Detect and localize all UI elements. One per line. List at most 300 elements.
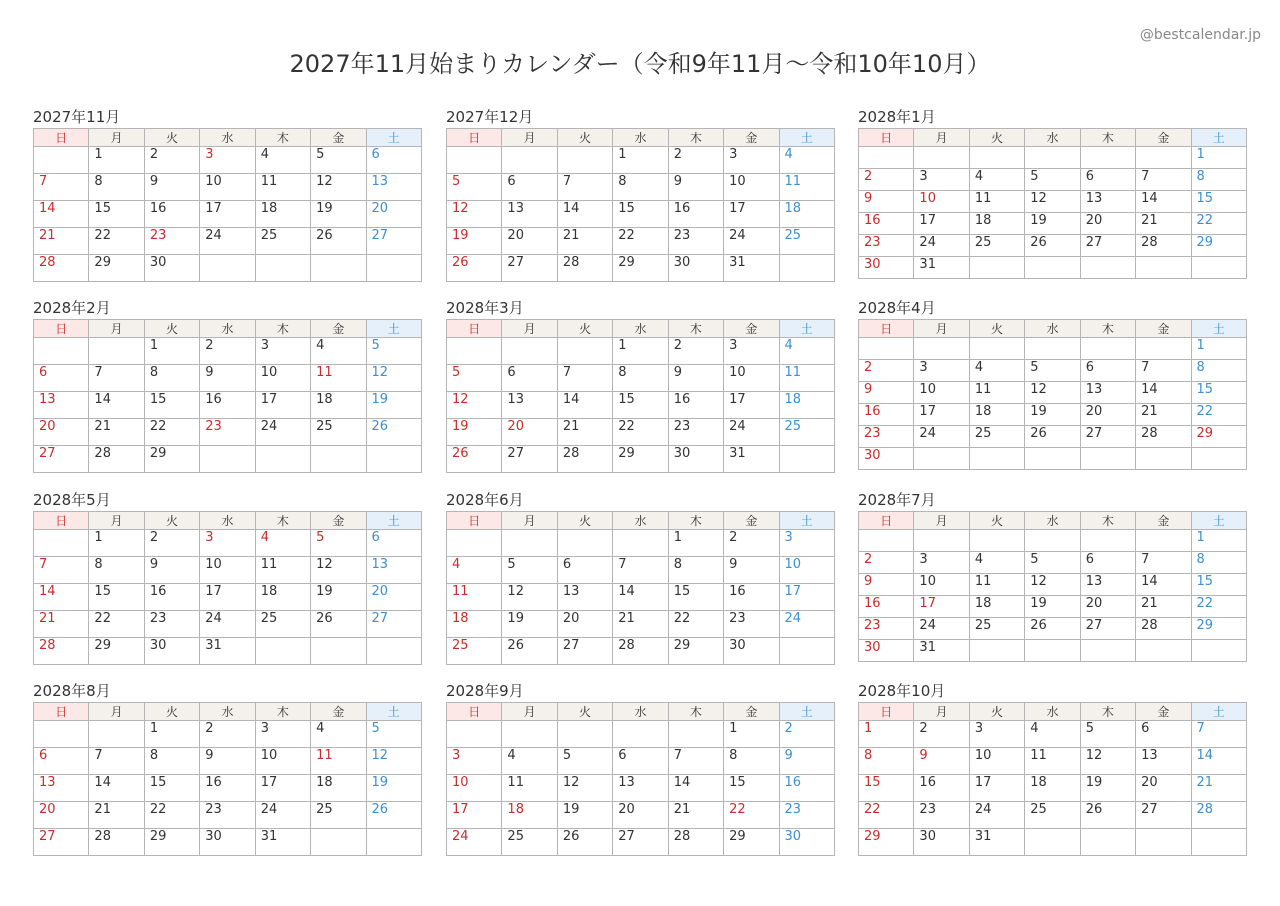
day-cell: 7 [1136, 360, 1191, 382]
day-cell: 27 [1080, 235, 1135, 257]
weekday-header: 水 [613, 512, 668, 530]
day-cell: 31 [200, 638, 255, 665]
empty-cell [1025, 829, 1080, 856]
day-cell: 24 [724, 228, 779, 255]
month-calendar [33, 489, 422, 665]
day-cell: 1 [613, 147, 668, 174]
weekday-header: 月 [89, 703, 144, 721]
day-cell: 16 [200, 392, 255, 419]
day-cell: 18 [969, 404, 1024, 426]
day-cell: 6 [613, 748, 668, 775]
day-cell: 5 [1080, 721, 1135, 748]
day-cell: 10 [914, 574, 969, 596]
day-cell: 24 [914, 426, 969, 448]
empty-cell [1025, 147, 1080, 169]
day-cell: 19 [557, 802, 612, 829]
day-cell: 5 [447, 365, 502, 392]
month-table [446, 511, 835, 665]
empty-cell [200, 446, 255, 473]
empty-cell [1136, 448, 1191, 470]
day-cell: 2 [200, 338, 255, 365]
weekday-header: 金 [1136, 512, 1191, 530]
day-cell: 26 [311, 228, 366, 255]
day-cell: 3 [779, 530, 834, 557]
day-cell: 1 [613, 338, 668, 365]
day-cell: 3 [914, 552, 969, 574]
empty-cell [447, 721, 502, 748]
day-cell: 14 [34, 584, 89, 611]
day-cell: 4 [311, 721, 366, 748]
day-cell: 12 [1025, 574, 1080, 596]
month-title: 2028年4月 [858, 299, 936, 317]
empty-cell [1080, 829, 1135, 856]
day-cell: 30 [859, 257, 914, 279]
day-cell: 30 [200, 829, 255, 856]
day-cell: 11 [969, 191, 1024, 213]
empty-cell [1080, 257, 1135, 279]
empty-cell [89, 338, 144, 365]
day-cell: 6 [34, 365, 89, 392]
day-cell: 2 [200, 721, 255, 748]
day-cell: 14 [1136, 574, 1191, 596]
month-calendar [446, 106, 835, 282]
day-cell: 4 [779, 147, 834, 174]
day-cell: 6 [1080, 552, 1135, 574]
day-cell: 2 [724, 530, 779, 557]
day-cell: 11 [311, 365, 366, 392]
day-cell: 1 [859, 721, 914, 748]
day-cell: 14 [613, 584, 668, 611]
day-cell: 15 [1191, 574, 1246, 596]
day-cell: 13 [1080, 191, 1135, 213]
weekday-header: 火 [144, 703, 199, 721]
day-cell: 7 [668, 748, 723, 775]
day-cell: 22 [724, 802, 779, 829]
weekday-header: 水 [200, 512, 255, 530]
day-cell: 9 [859, 382, 914, 404]
day-cell: 13 [1080, 574, 1135, 596]
day-cell: 10 [779, 557, 834, 584]
day-cell: 3 [255, 721, 310, 748]
day-cell: 26 [311, 611, 366, 638]
weekday-header: 火 [969, 320, 1024, 338]
day-cell: 2 [668, 338, 723, 365]
day-cell: 22 [859, 802, 914, 829]
day-cell: 24 [255, 419, 310, 446]
day-cell: 11 [969, 574, 1024, 596]
day-cell: 25 [969, 235, 1024, 257]
day-cell: 21 [34, 228, 89, 255]
day-cell: 26 [1080, 802, 1135, 829]
day-cell: 25 [969, 618, 1024, 640]
day-cell: 28 [1136, 618, 1191, 640]
day-cell: 4 [779, 338, 834, 365]
empty-cell [447, 338, 502, 365]
day-cell: 29 [89, 638, 144, 665]
day-cell: 24 [724, 419, 779, 446]
day-cell: 27 [34, 446, 89, 473]
day-cell: 25 [311, 802, 366, 829]
day-cell: 18 [1025, 775, 1080, 802]
day-cell: 29 [724, 829, 779, 856]
month-title: 2028年2月 [33, 299, 111, 317]
day-cell: 30 [859, 448, 914, 470]
day-cell: 2 [914, 721, 969, 748]
day-cell: 23 [859, 618, 914, 640]
day-cell: 1 [724, 721, 779, 748]
day-cell: 12 [557, 775, 612, 802]
day-cell: 15 [668, 584, 723, 611]
day-cell: 22 [89, 611, 144, 638]
weekday-header: 金 [311, 129, 366, 147]
month-title: 2027年11月 [33, 108, 121, 126]
empty-cell [1025, 640, 1080, 662]
day-cell: 16 [724, 584, 779, 611]
weekday-header: 火 [557, 129, 612, 147]
day-cell: 25 [255, 611, 310, 638]
day-cell: 20 [366, 584, 421, 611]
weekday-header: 火 [969, 512, 1024, 530]
empty-cell [969, 448, 1024, 470]
day-cell: 17 [255, 392, 310, 419]
day-cell: 19 [1025, 404, 1080, 426]
day-cell: 3 [969, 721, 1024, 748]
day-cell: 22 [668, 611, 723, 638]
empty-cell [914, 530, 969, 552]
day-cell: 22 [144, 802, 199, 829]
day-cell: 11 [502, 775, 557, 802]
day-cell: 29 [859, 829, 914, 856]
day-cell: 5 [311, 147, 366, 174]
day-cell: 13 [366, 557, 421, 584]
day-cell: 14 [1136, 382, 1191, 404]
day-cell: 24 [914, 235, 969, 257]
weekday-header: 木 [668, 129, 723, 147]
day-cell: 10 [200, 557, 255, 584]
weekday-header: 日 [859, 320, 914, 338]
day-cell: 25 [255, 228, 310, 255]
day-cell: 21 [1136, 213, 1191, 235]
empty-cell [969, 257, 1024, 279]
day-cell: 5 [366, 721, 421, 748]
weekday-header: 日 [34, 129, 89, 147]
empty-cell [311, 255, 366, 282]
day-cell: 10 [447, 775, 502, 802]
empty-cell [34, 147, 89, 174]
day-cell: 1 [89, 530, 144, 557]
day-cell: 1 [144, 338, 199, 365]
day-cell: 10 [969, 748, 1024, 775]
day-cell: 23 [914, 802, 969, 829]
day-cell: 18 [311, 775, 366, 802]
day-cell: 9 [914, 748, 969, 775]
day-cell: 15 [1191, 382, 1246, 404]
day-cell: 12 [1025, 382, 1080, 404]
day-cell: 12 [447, 392, 502, 419]
weekday-header: 木 [1080, 129, 1135, 147]
empty-cell [557, 338, 612, 365]
day-cell: 8 [1191, 360, 1246, 382]
day-cell: 8 [89, 557, 144, 584]
day-cell: 18 [311, 392, 366, 419]
day-cell: 7 [1136, 169, 1191, 191]
day-cell: 17 [779, 584, 834, 611]
empty-cell [255, 446, 310, 473]
day-cell: 14 [668, 775, 723, 802]
weekday-header: 木 [255, 129, 310, 147]
empty-cell [1136, 640, 1191, 662]
day-cell: 4 [969, 169, 1024, 191]
day-cell: 24 [914, 618, 969, 640]
day-cell: 6 [1136, 721, 1191, 748]
empty-cell [311, 829, 366, 856]
day-cell: 9 [668, 174, 723, 201]
day-cell: 5 [311, 530, 366, 557]
empty-cell [969, 338, 1024, 360]
weekday-header: 月 [914, 320, 969, 338]
month-table [446, 128, 835, 282]
day-cell: 4 [1025, 721, 1080, 748]
weekday-header: 水 [613, 703, 668, 721]
month-table [33, 319, 422, 473]
day-cell: 3 [200, 530, 255, 557]
weekday-header: 日 [34, 320, 89, 338]
day-cell: 17 [200, 584, 255, 611]
month-title: 2027年12月 [446, 108, 534, 126]
day-cell: 14 [1136, 191, 1191, 213]
weekday-header: 月 [502, 320, 557, 338]
day-cell: 14 [557, 392, 612, 419]
weekday-header: 水 [200, 703, 255, 721]
empty-cell [1136, 147, 1191, 169]
day-cell: 20 [34, 802, 89, 829]
month-table [33, 128, 422, 282]
day-cell: 13 [34, 392, 89, 419]
day-cell: 21 [34, 611, 89, 638]
weekday-header: 水 [200, 129, 255, 147]
weekday-header: 火 [969, 129, 1024, 147]
day-cell: 29 [1191, 426, 1246, 448]
weekday-header: 金 [724, 512, 779, 530]
empty-cell [447, 147, 502, 174]
empty-cell [859, 530, 914, 552]
day-cell: 5 [447, 174, 502, 201]
day-cell: 6 [366, 530, 421, 557]
day-cell: 7 [89, 748, 144, 775]
day-cell: 29 [1191, 235, 1246, 257]
day-cell: 1 [1191, 530, 1246, 552]
day-cell: 25 [1025, 802, 1080, 829]
day-cell: 12 [502, 584, 557, 611]
day-cell: 27 [1080, 618, 1135, 640]
day-cell: 8 [1191, 169, 1246, 191]
month-calendar [858, 297, 1247, 470]
month-title: 2028年3月 [446, 299, 524, 317]
weekday-header: 月 [914, 512, 969, 530]
day-cell: 29 [144, 829, 199, 856]
day-cell: 3 [914, 169, 969, 191]
day-cell: 2 [779, 721, 834, 748]
day-cell: 31 [255, 829, 310, 856]
day-cell: 22 [89, 228, 144, 255]
weekday-header: 水 [1025, 129, 1080, 147]
day-cell: 2 [668, 147, 723, 174]
day-cell: 24 [255, 802, 310, 829]
day-cell: 18 [969, 213, 1024, 235]
day-cell: 19 [366, 775, 421, 802]
weekday-header: 木 [668, 512, 723, 530]
day-cell: 12 [366, 365, 421, 392]
empty-cell [1136, 338, 1191, 360]
month-title: 2028年10月 [858, 682, 946, 700]
day-cell: 27 [1136, 802, 1191, 829]
day-cell: 28 [557, 255, 612, 282]
day-cell: 24 [200, 228, 255, 255]
month-title: 2028年7月 [858, 491, 936, 509]
day-cell: 4 [969, 552, 1024, 574]
weekday-header: 火 [557, 703, 612, 721]
weekday-header: 月 [914, 129, 969, 147]
day-cell: 19 [311, 584, 366, 611]
weekday-header: 火 [144, 320, 199, 338]
empty-cell [668, 721, 723, 748]
weekday-header: 日 [34, 703, 89, 721]
day-cell: 27 [34, 829, 89, 856]
day-cell: 17 [914, 404, 969, 426]
weekday-header: 火 [557, 512, 612, 530]
empty-cell [557, 721, 612, 748]
day-cell: 20 [557, 611, 612, 638]
day-cell: 28 [89, 829, 144, 856]
day-cell: 29 [668, 638, 723, 665]
day-cell: 27 [1080, 426, 1135, 448]
empty-cell [779, 446, 834, 473]
weekday-header: 金 [311, 320, 366, 338]
weekday-header: 土 [366, 129, 421, 147]
page-title: 2027年11月始まりカレンダー（令和9年11月〜令和10年10月） [289, 50, 991, 78]
day-cell: 21 [557, 228, 612, 255]
day-cell: 28 [668, 829, 723, 856]
month-calendar [858, 680, 1247, 856]
day-cell: 8 [668, 557, 723, 584]
day-cell: 7 [557, 365, 612, 392]
day-cell: 28 [613, 638, 668, 665]
day-cell: 28 [34, 255, 89, 282]
empty-cell [613, 530, 668, 557]
empty-cell [1080, 640, 1135, 662]
day-cell: 8 [613, 365, 668, 392]
day-cell: 19 [366, 392, 421, 419]
month-calendar [33, 297, 422, 473]
day-cell: 16 [859, 213, 914, 235]
day-cell: 28 [1191, 802, 1246, 829]
site-credit: @bestcalendar.jp [1139, 27, 1261, 43]
day-cell: 26 [1025, 618, 1080, 640]
day-cell: 26 [366, 419, 421, 446]
day-cell: 3 [447, 748, 502, 775]
weekday-header: 金 [311, 512, 366, 530]
day-cell: 23 [144, 228, 199, 255]
day-cell: 15 [89, 584, 144, 611]
day-cell: 4 [311, 338, 366, 365]
day-cell: 19 [1025, 213, 1080, 235]
day-cell: 16 [914, 775, 969, 802]
day-cell: 22 [1191, 213, 1246, 235]
weekday-header: 月 [914, 703, 969, 721]
day-cell: 11 [969, 382, 1024, 404]
empty-cell [1080, 338, 1135, 360]
empty-cell [502, 147, 557, 174]
day-cell: 30 [144, 255, 199, 282]
day-cell: 9 [144, 174, 199, 201]
day-cell: 6 [1080, 360, 1135, 382]
day-cell: 4 [255, 530, 310, 557]
weekday-header: 日 [34, 512, 89, 530]
day-cell: 8 [859, 748, 914, 775]
day-cell: 20 [502, 419, 557, 446]
day-cell: 12 [1025, 191, 1080, 213]
weekday-header: 水 [1025, 703, 1080, 721]
day-cell: 1 [89, 147, 144, 174]
weekday-header: 木 [1080, 320, 1135, 338]
month-table [858, 128, 1247, 279]
empty-cell [34, 530, 89, 557]
month-table [858, 319, 1247, 470]
day-cell: 20 [366, 201, 421, 228]
day-cell: 29 [144, 446, 199, 473]
day-cell: 30 [144, 638, 199, 665]
day-cell: 14 [89, 775, 144, 802]
weekday-header: 日 [859, 512, 914, 530]
day-cell: 25 [969, 426, 1024, 448]
day-cell: 7 [34, 557, 89, 584]
day-cell: 21 [557, 419, 612, 446]
day-cell: 12 [1080, 748, 1135, 775]
day-cell: 18 [779, 392, 834, 419]
day-cell: 28 [557, 446, 612, 473]
day-cell: 10 [255, 748, 310, 775]
day-cell: 25 [779, 419, 834, 446]
empty-cell [557, 530, 612, 557]
day-cell: 22 [1191, 404, 1246, 426]
day-cell: 11 [1025, 748, 1080, 775]
day-cell: 7 [1136, 552, 1191, 574]
day-cell: 23 [200, 419, 255, 446]
empty-cell [447, 530, 502, 557]
day-cell: 16 [144, 201, 199, 228]
day-cell: 1 [1191, 338, 1246, 360]
day-cell: 31 [969, 829, 1024, 856]
day-cell: 10 [255, 365, 310, 392]
day-cell: 21 [89, 802, 144, 829]
day-cell: 23 [724, 611, 779, 638]
month-title: 2028年1月 [858, 108, 936, 126]
day-cell: 8 [613, 174, 668, 201]
day-cell: 23 [200, 802, 255, 829]
weekday-header: 土 [366, 320, 421, 338]
day-cell: 27 [502, 255, 557, 282]
weekday-header: 土 [779, 320, 834, 338]
day-cell: 15 [89, 201, 144, 228]
day-cell: 4 [255, 147, 310, 174]
empty-cell [200, 255, 255, 282]
month-title: 2028年9月 [446, 682, 524, 700]
day-cell: 3 [255, 338, 310, 365]
day-cell: 18 [969, 596, 1024, 618]
weekday-header: 火 [557, 320, 612, 338]
month-calendar [446, 297, 835, 473]
day-cell: 18 [255, 201, 310, 228]
